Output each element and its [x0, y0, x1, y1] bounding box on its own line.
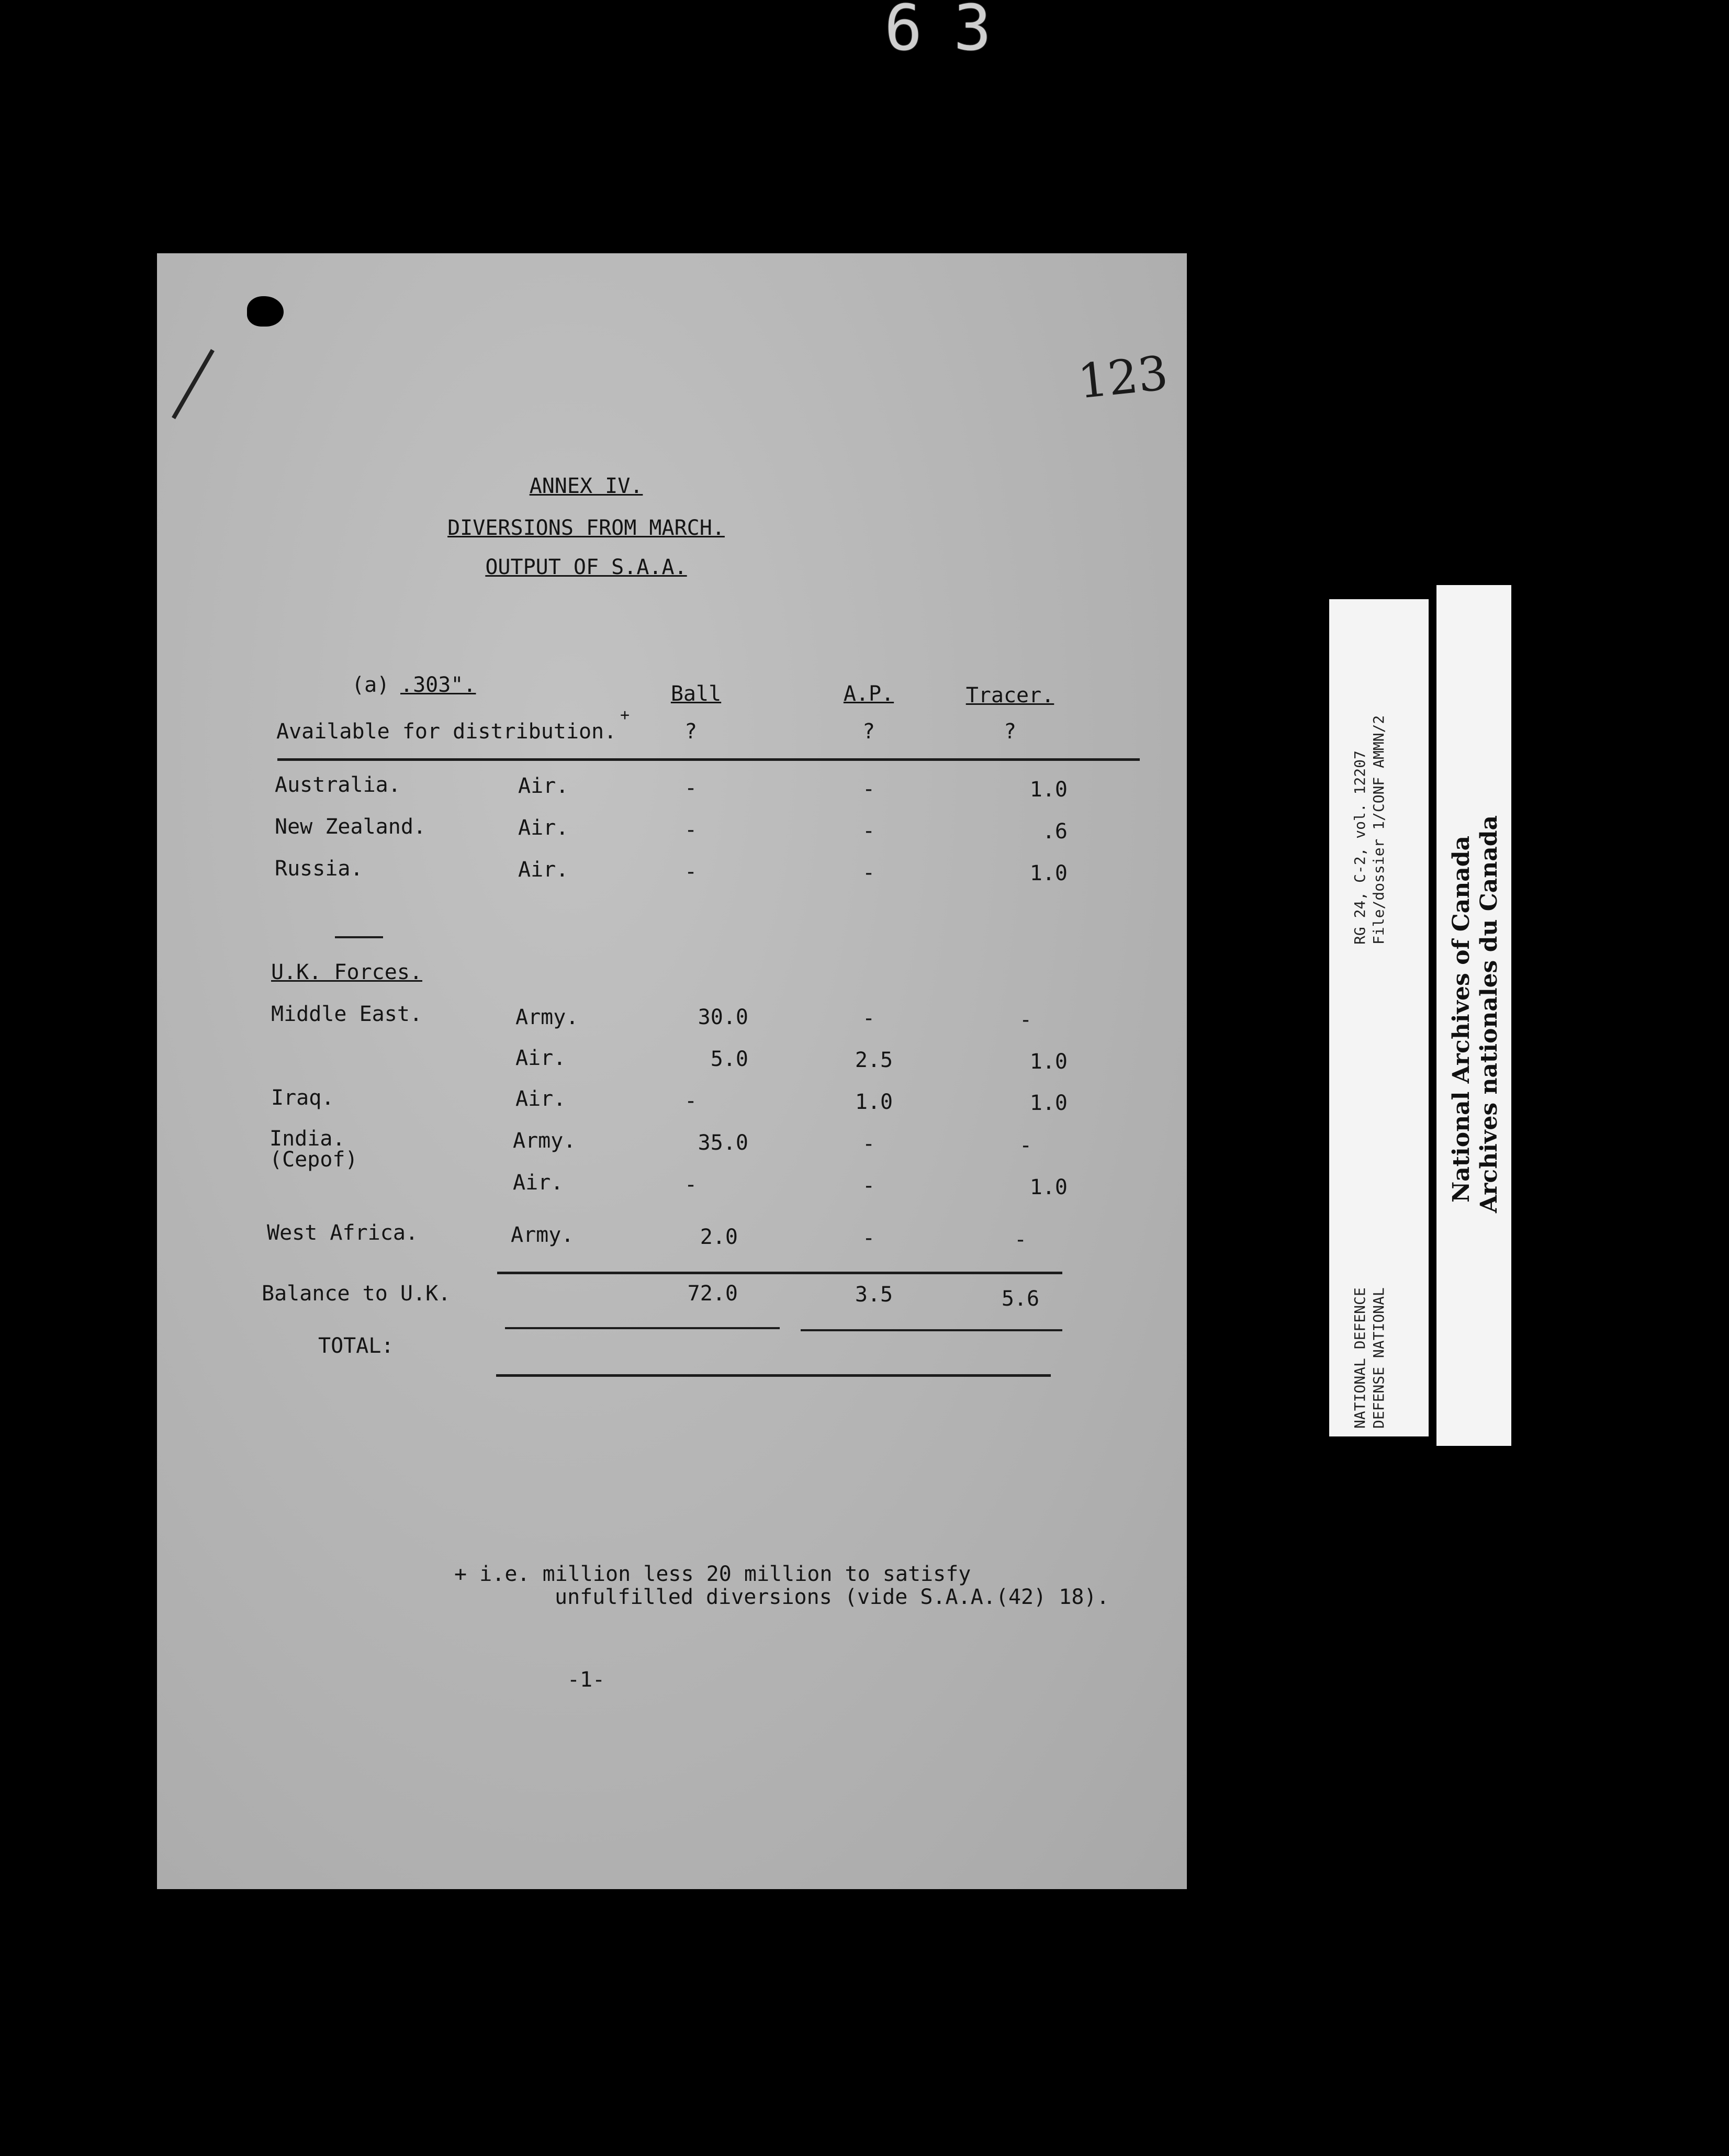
archive-reference-line1: RG 24, C-2, vol. 12207 [1351, 750, 1368, 945]
total-rule [496, 1374, 1051, 1377]
punch-hole [247, 296, 284, 327]
row-ap: - [862, 861, 875, 885]
annex-heading: ANNEX IV. [529, 474, 643, 498]
row-service: Air. [515, 1046, 566, 1070]
row-tracer: 1.0 [1029, 861, 1068, 885]
header-rule [277, 758, 1140, 761]
row-tracer: - [1019, 1133, 1032, 1158]
scratch-mark [172, 349, 215, 419]
row-service: Air. [518, 774, 569, 798]
row-tracer: - [1019, 1008, 1032, 1032]
row-tracer: 1.0 [1029, 1091, 1068, 1115]
archive-department-line1: NATIONAL DEFENCE [1351, 1287, 1368, 1429]
balance-rule-top [497, 1272, 1062, 1274]
title-line2: OUTPUT OF S.A.A. [485, 555, 687, 579]
row-ball: 35.0 [698, 1131, 748, 1155]
available-ball: ? [684, 720, 698, 744]
archive-institution-label [1436, 585, 1511, 1446]
page-number: -1- [567, 1668, 605, 1692]
balance-ball: 72.0 [687, 1282, 738, 1306]
row-ball: - [684, 818, 698, 842]
row-ap: - [862, 1226, 875, 1250]
row-ball: - [684, 1089, 698, 1113]
row-dest: Middle East. [271, 1002, 422, 1026]
row-service: Army. [513, 1129, 576, 1153]
row-ap: 1.0 [855, 1090, 893, 1114]
row-ball: - [684, 860, 698, 884]
row-service: Army. [515, 1005, 579, 1029]
archive-department-line2: DEFENSE NATIONAL [1370, 1287, 1387, 1429]
row-tracer: 1.0 [1029, 1175, 1068, 1199]
available-ap: ? [862, 720, 875, 744]
row-ball: - [684, 1173, 698, 1197]
balance-label: Balance to U.K. [262, 1282, 451, 1306]
archive-reference-line2: File/dossier 1/CONF AMMN/2 [1370, 715, 1387, 945]
row-ball: 30.0 [698, 1005, 748, 1029]
total-label: TOTAL: [318, 1334, 394, 1358]
balance-tracer: 5.6 [1001, 1287, 1040, 1311]
row-dest: India. [270, 1127, 345, 1151]
row-dest: Iraq. [271, 1086, 334, 1110]
footnote-line1: + i.e. million less 20 million to satisfy [454, 1562, 971, 1586]
section-separator [335, 936, 383, 938]
row-tracer: 1.0 [1029, 1050, 1068, 1074]
row-ap: - [862, 777, 875, 801]
section-calibre: .303". [400, 673, 476, 697]
footnote-line2: unfulfilled diversions (vide S.A.A.(42) 18). [555, 1585, 1109, 1609]
uk-forces-heading: U.K. Forces. [271, 960, 422, 984]
row-service: Air. [513, 1171, 564, 1195]
film-frame-number: 63 [884, 0, 1023, 65]
folio-number: 123 [1075, 345, 1171, 410]
row-dest: West Africa. [267, 1221, 418, 1245]
row-tracer: .6 [1042, 819, 1068, 844]
balance-rule-mid-right [801, 1329, 1062, 1331]
row-dest: Australia. [275, 773, 401, 797]
row-ball: 2.0 [700, 1225, 738, 1249]
row-ap: 2.5 [855, 1048, 893, 1072]
column-head-tracer: Tracer. [965, 683, 1054, 708]
row-ap: - [862, 1132, 875, 1156]
available-tracer: ? [1003, 720, 1017, 744]
row-ball: - [684, 776, 698, 800]
column-head-ap: A.P. [843, 682, 894, 706]
title-line1: DIVERSIONS FROM MARCH. [447, 516, 725, 540]
section-label: (a) [352, 673, 390, 697]
row-dest-detail: (Cepof) [270, 1148, 358, 1172]
archive-institution-fr: Archives nationales du Canada [1476, 815, 1502, 1213]
row-ball: 5.0 [710, 1047, 748, 1071]
row-ap: - [862, 1174, 875, 1198]
balance-ap: 3.5 [855, 1283, 893, 1307]
row-tracer: 1.0 [1029, 778, 1068, 802]
document-page [157, 253, 1187, 1889]
available-mark: + [620, 706, 630, 724]
balance-rule-mid-left [505, 1327, 780, 1329]
row-service: Air. [518, 816, 569, 840]
column-head-ball: Ball [670, 682, 722, 706]
row-service: Air. [518, 858, 569, 882]
row-service: Air. [515, 1087, 566, 1111]
available-label: Available for distribution. [276, 720, 617, 744]
archive-reference-label [1329, 599, 1429, 1436]
row-dest: New Zealand. [275, 815, 426, 839]
row-ap: - [862, 1006, 875, 1030]
row-tracer: - [1014, 1228, 1027, 1252]
row-dest: Russia. [275, 857, 363, 881]
archive-institution-en: National Archives of Canada [1448, 835, 1475, 1203]
row-ap: - [862, 819, 875, 843]
row-service: Army. [511, 1223, 574, 1247]
